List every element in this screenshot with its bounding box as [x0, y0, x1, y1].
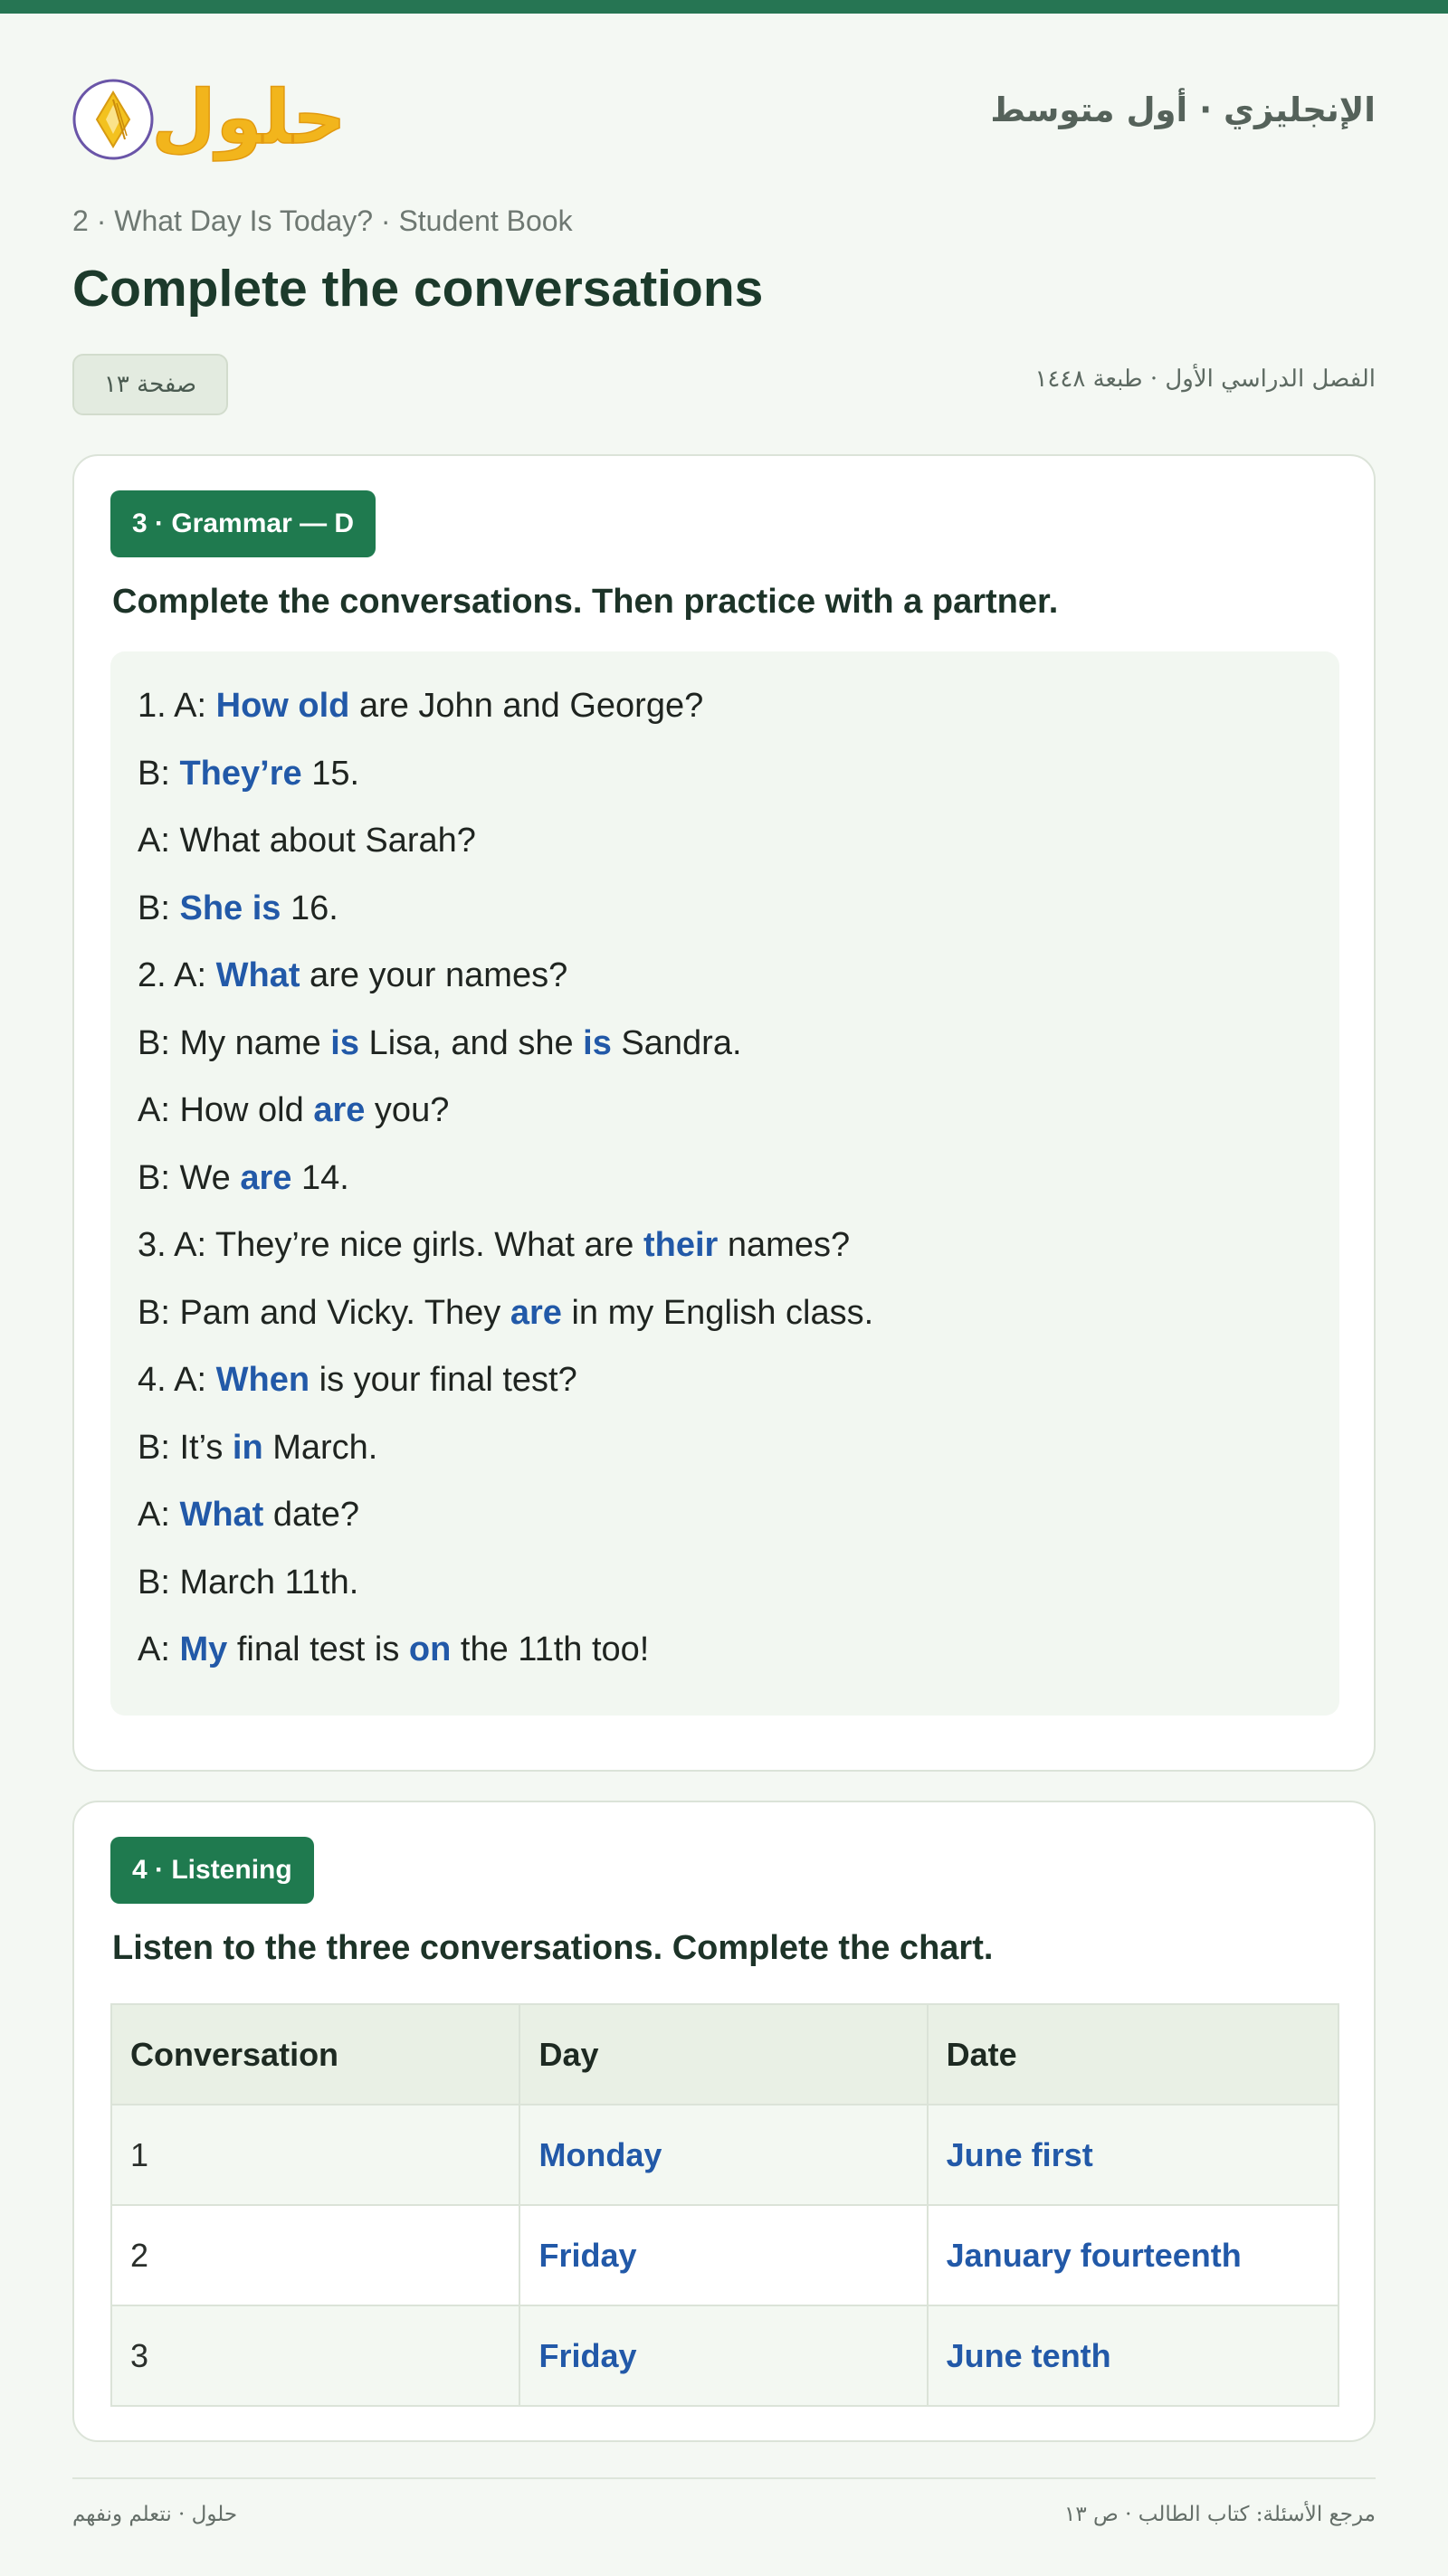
page-title: Complete the conversations — [72, 260, 764, 318]
line-text: B: We — [138, 1158, 241, 1197]
line-text: date? — [263, 1496, 359, 1534]
line-text: in my English class. — [561, 1293, 874, 1332]
conversation-line — [138, 1353, 1312, 1421]
answer-fill: What — [179, 1496, 264, 1534]
listening-badge: 4 · Listening — [110, 1837, 314, 1904]
logo-wordmark: حلول — [151, 75, 344, 161]
answer-fill: is — [583, 1023, 612, 1062]
listening-card — [72, 1801, 1376, 2442]
conversation-line — [138, 881, 1312, 949]
line-text: 4. A: — [138, 1361, 216, 1399]
conversation-line — [138, 813, 1312, 881]
line-text: 3. A: They’re nice girls. What are — [138, 1226, 643, 1264]
brand-logo[interactable] — [72, 63, 344, 163]
line-text: 2. A: — [138, 956, 216, 994]
date-answer: June tenth — [928, 2305, 1338, 2406]
conversation-panel — [110, 651, 1339, 1716]
answer-fill: What — [215, 956, 300, 994]
conversation-number: 1 — [111, 2105, 519, 2205]
chart-header-row — [111, 2004, 1338, 2105]
line-text: B: — [138, 889, 180, 927]
line-text: Lisa, and she — [359, 1023, 584, 1062]
line-text: is your final test? — [310, 1361, 577, 1399]
line-text: final test is — [227, 1630, 409, 1668]
answer-fill: She is — [179, 889, 281, 927]
line-text: you? — [365, 1091, 450, 1129]
answer-fill: in — [232, 1428, 263, 1467]
answer-fill: is — [330, 1023, 359, 1062]
line-text: are your names? — [300, 956, 568, 994]
day-answer: Monday — [519, 2105, 927, 2205]
answer-fill: on — [408, 1630, 452, 1668]
line-text: 16. — [281, 889, 338, 927]
conversation-line — [138, 1151, 1312, 1219]
edition-label: الفصل الدراسي الأول · طبعة ١٤٤٨ — [1034, 366, 1376, 393]
answer-fill: My — [179, 1630, 228, 1668]
table-row — [111, 2105, 1338, 2205]
line-text: 14. — [291, 1158, 349, 1197]
line-text: 1. A: — [138, 687, 216, 725]
conversation-line — [138, 1622, 1312, 1690]
line-text: A: How old — [138, 1091, 314, 1129]
line-text: B: It’s — [138, 1428, 233, 1467]
book-emblem-icon — [72, 63, 344, 163]
breadcrumb: 2 · What Day Is Today? · Student Book — [72, 204, 573, 237]
conversation-line — [138, 948, 1312, 1016]
line-text: B: — [138, 754, 180, 793]
conversation-line — [138, 1488, 1312, 1555]
conversation-line — [138, 1083, 1312, 1151]
column-header-day: Day — [519, 2004, 927, 2105]
answer-fill: are — [313, 1091, 366, 1129]
column-header-date: Date — [928, 2004, 1338, 2105]
page-header — [72, 63, 1376, 163]
listening-instructions: Listen to the three conversations. Complete the chart. — [112, 1929, 994, 1967]
line-text: A: — [138, 1630, 180, 1668]
grammar-instructions: Complete the conversations. Then practice with a partner. — [112, 583, 1059, 621]
grammar-card — [72, 454, 1376, 1772]
day-answer: Friday — [519, 2205, 927, 2305]
answer-fill: are — [240, 1158, 292, 1197]
answer-fill: When — [215, 1361, 310, 1399]
answer-fill: How old — [215, 687, 350, 725]
conversation-line — [138, 746, 1312, 814]
date-answer: January fourteenth — [928, 2205, 1338, 2305]
line-text: names? — [718, 1226, 851, 1264]
line-text: March. — [262, 1428, 378, 1467]
answer-fill: their — [643, 1226, 719, 1264]
footer-tagline: حلول · نتعلم ونفهم — [72, 2503, 238, 2526]
line-text: 15. — [301, 754, 360, 793]
line-text: A: — [138, 1496, 180, 1534]
subject-title: الإنجليزي · أول متوسط — [990, 90, 1376, 129]
answer-fill: are — [510, 1293, 562, 1332]
conversation-number: 3 — [111, 2305, 519, 2406]
table-row — [111, 2205, 1338, 2305]
grammar-badge: 3 · Grammar — D — [110, 490, 376, 557]
answer-fill: They’re — [179, 754, 302, 793]
line-text: A: What about Sarah? — [138, 822, 476, 860]
line-text: B: March 11th. — [138, 1563, 359, 1602]
conversation-number: 2 — [111, 2205, 519, 2305]
line-text: Sandra. — [611, 1023, 742, 1062]
footer-divider — [72, 2477, 1376, 2479]
conversation-line — [138, 1555, 1312, 1623]
conversation-line — [138, 679, 1312, 746]
listening-chart — [110, 2003, 1339, 2407]
line-text: the 11th too! — [451, 1630, 650, 1668]
page-number-chip: صفحة ١٣ — [72, 354, 228, 415]
conversation-line — [138, 1421, 1312, 1488]
line-text: are John and George? — [349, 687, 704, 725]
line-text: B: Pam and Vicky. They — [138, 1293, 510, 1332]
conversation-line — [138, 1016, 1312, 1084]
column-header-conversation: Conversation — [111, 2004, 519, 2105]
table-row — [111, 2305, 1338, 2406]
day-answer: Friday — [519, 2305, 927, 2406]
footer-reference: مرجع الأسئلة: كتاب الطالب · ص ١٣ — [1063, 2503, 1376, 2526]
line-text: B: My name — [138, 1023, 331, 1062]
conversation-line — [138, 1218, 1312, 1286]
top-accent-bar — [0, 0, 1448, 14]
conversation-line — [138, 1286, 1312, 1354]
date-answer: June first — [928, 2105, 1338, 2205]
